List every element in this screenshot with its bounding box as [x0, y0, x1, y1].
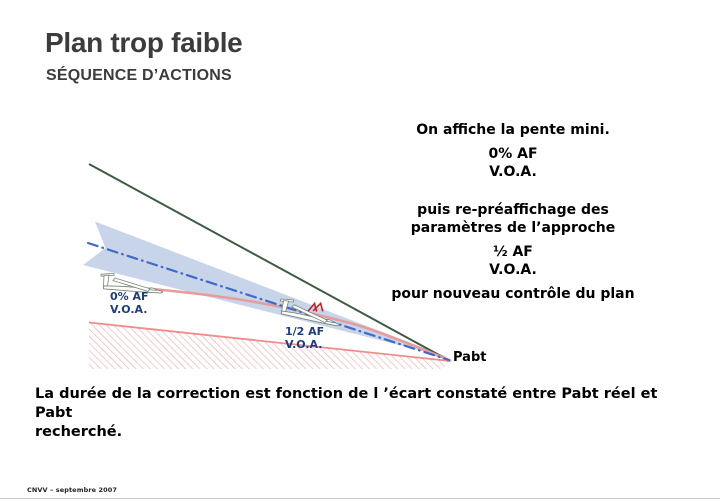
footer-credit: CNVV – septembre 2007: [27, 486, 117, 494]
bottom-note: [35, 385, 695, 442]
instruction-line: V.O.A.: [489, 164, 537, 180]
instruction-block: [383, 121, 643, 303]
glider1-label: [110, 291, 149, 316]
glider1-label-af: 0% AF: [110, 290, 149, 303]
instruction-line: ½ AF: [493, 244, 533, 260]
bottom-note-line1: La durée de la correction est fonction de l ’écart constaté entre Pabt réel et Pabt: [35, 386, 658, 421]
glider1-label-voa: V.O.A.: [110, 302, 148, 316]
instruction-line: pour nouveau contrôle du plan: [391, 286, 635, 302]
bottom-note-line2: recherché.: [35, 424, 123, 440]
page-subtitle: SÉQUENCE D’ACTIONS: [46, 67, 232, 84]
page-title: Plan trop faible: [45, 27, 243, 58]
instruction-line: V.O.A.: [489, 262, 537, 278]
ground-hatch-area: [89, 323, 450, 370]
glider2-label-af: 1/2 AF: [285, 325, 325, 338]
bottom-divider: [0, 498, 720, 499]
instruction-line: puis re-préaffichage des: [417, 202, 609, 218]
instruction-line: paramètres de l’approche: [410, 220, 616, 236]
glider2-label-voa: V.O.A.: [285, 337, 323, 351]
glider2-label: [285, 326, 324, 351]
instruction-line: On affiche la pente mini.: [416, 122, 610, 138]
pabt-point-label: Pabt: [453, 350, 487, 365]
instruction-line: 0% AF: [488, 146, 538, 162]
